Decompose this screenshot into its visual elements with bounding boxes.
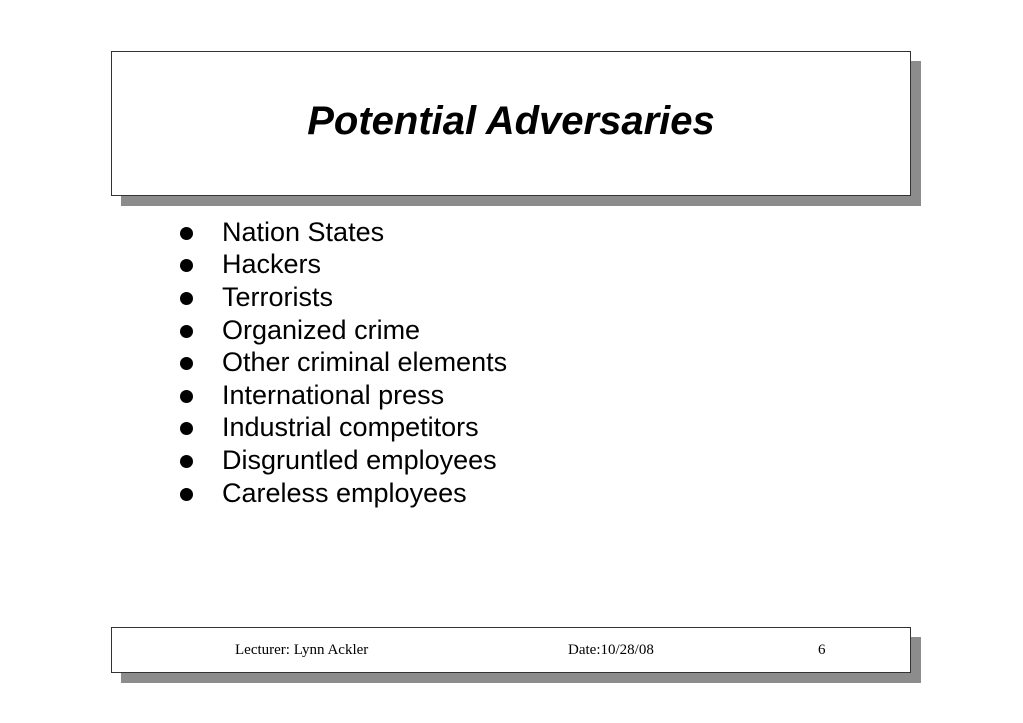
bullet-text: Nation States (222, 216, 385, 247)
bullet-dot-icon (180, 259, 193, 272)
bullet-text: Terrorists (222, 281, 334, 312)
bullet-text: Industrial competitors (222, 412, 479, 443)
footer-lecturer: Lecturer: Lynn Ackler (235, 642, 369, 658)
bullet-text: Hackers (222, 249, 322, 280)
title-box (111, 51, 911, 196)
bullet-text: International press (222, 379, 445, 410)
bullet-item (180, 412, 507, 445)
bullet-item (180, 314, 507, 347)
footer-box (111, 627, 911, 673)
bullet-text: Other criminal elements (222, 347, 508, 378)
bullet-dot-icon (180, 455, 193, 468)
bullet-item (180, 444, 507, 477)
bullet-item (180, 379, 507, 412)
bullet-text: Disgruntled employees (222, 444, 497, 475)
bullet-item (180, 477, 507, 510)
bullet-text: Careless employees (222, 477, 467, 508)
bullet-dot-icon (180, 422, 193, 435)
footer-date: Date:10/28/08 (568, 642, 654, 658)
bullet-item (180, 216, 507, 249)
footer-page-number: 6 (818, 642, 826, 658)
bullet-dot-icon (180, 227, 193, 240)
bullet-item (180, 249, 507, 282)
bullet-text: Organized crime (222, 314, 421, 345)
bullet-dot-icon (180, 357, 193, 370)
bullet-item (180, 281, 507, 314)
bullet-item (180, 346, 507, 379)
bullet-dot-icon (180, 292, 193, 305)
bullet-list (180, 216, 507, 509)
bullet-dot-icon (180, 390, 193, 403)
bullet-dot-icon (180, 488, 193, 501)
bullet-dot-icon (180, 325, 193, 338)
slide-title: Potential Adversaries (307, 99, 715, 143)
